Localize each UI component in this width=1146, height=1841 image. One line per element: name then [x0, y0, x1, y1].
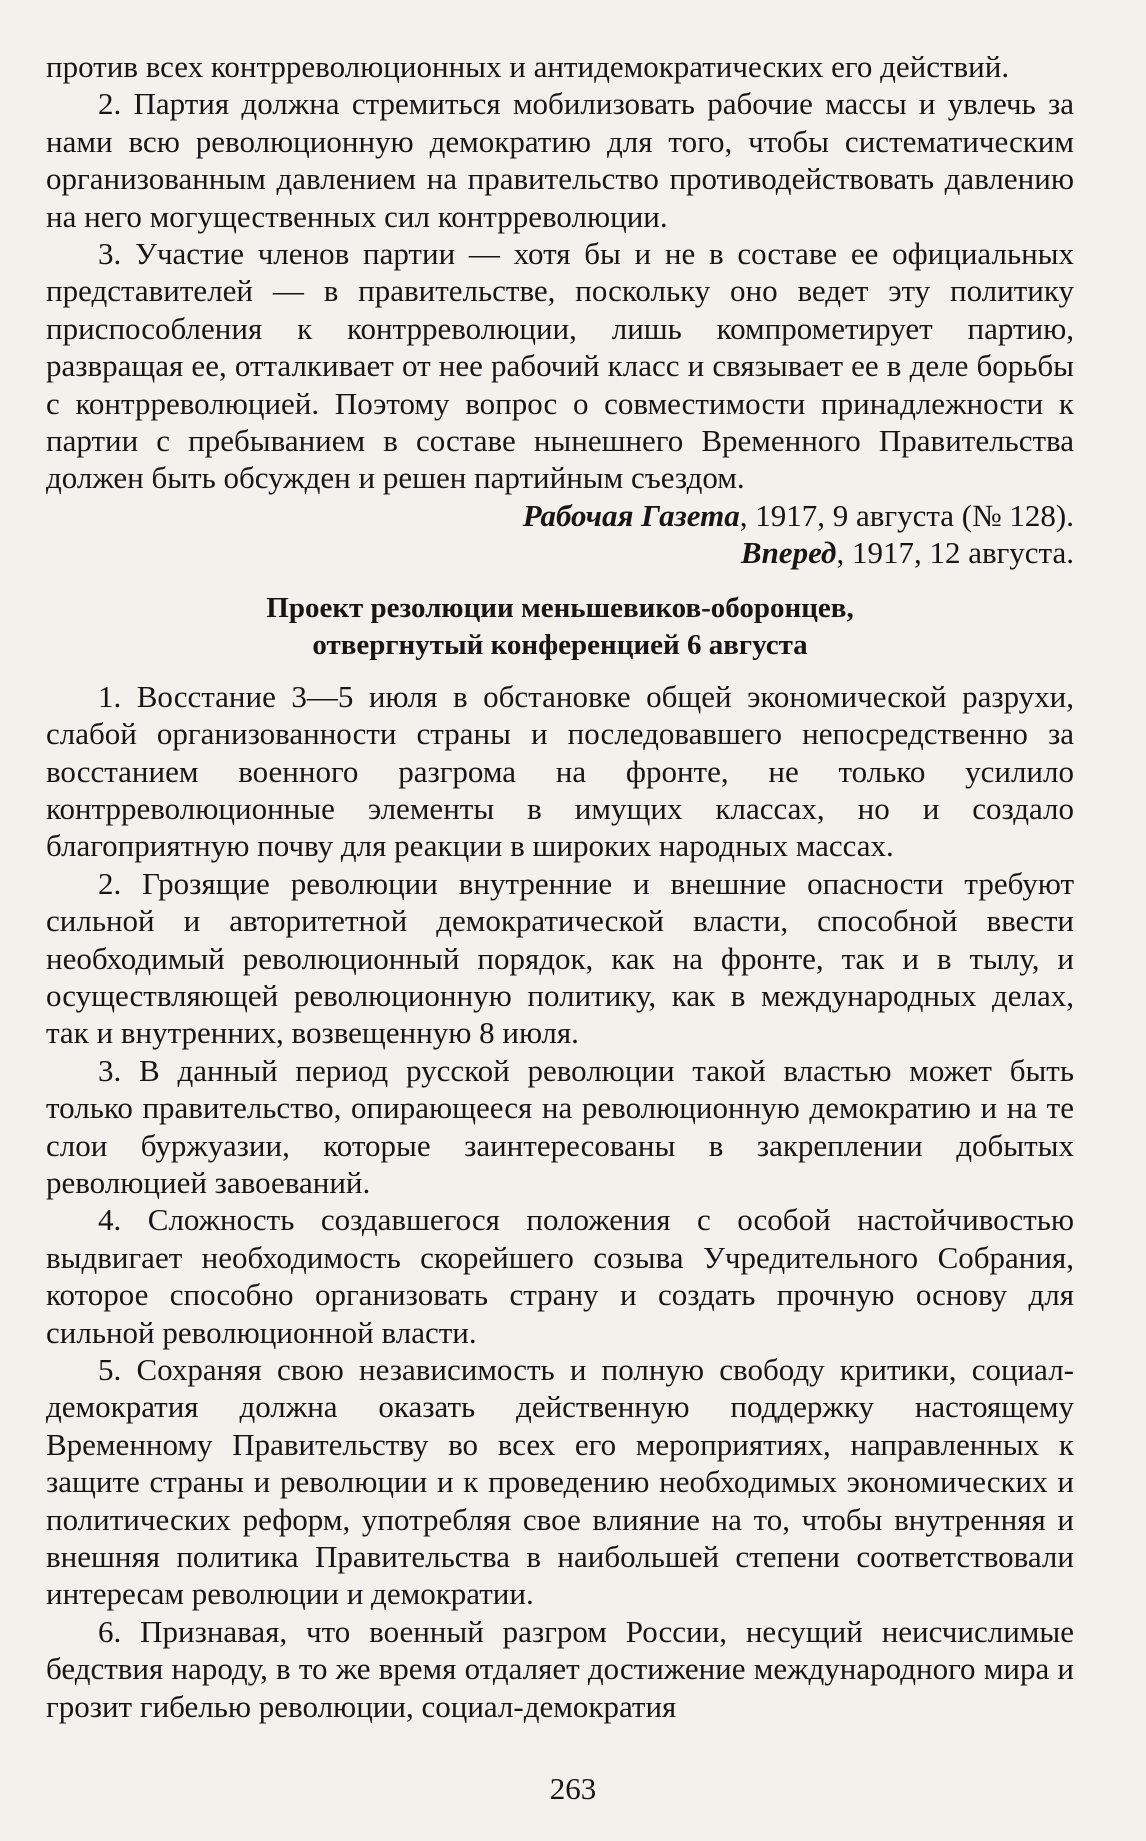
resolution-point-5: 5. Сохраняя свою независимость и полную свободу критики, социал-демократия должна оказать действенную поддержку настоящему Временному Правительству во всех его мероприятиях, направленных к защите страны и революции и к проведению необходимых экономических и политических реформ, употребляя свое влияние на то, чтобы внутренняя и внешняя политика Правительства в наибольшей степени соответствовали интересам революции и демократии.	[46, 1352, 1074, 1612]
page-number: 263	[549, 1771, 597, 1806]
section-heading-line-2: отвергнутый конференцией 6 августа	[312, 628, 808, 661]
section-heading-line-1: Проект резолюции меньшевиков-оборонцев,	[266, 591, 854, 624]
resolution-point-3: 3. В данный период русской революции такой властью может быть только правительство, опирающееся на революционную демократию и на те слои буржуазии, которые заинтересованы в закреплении добытых революцией завоеваний.	[46, 1052, 1074, 1200]
resolution-point-2: 2. Грозящие революции внутренние и внешние опасности требуют сильной и авторитетной демократической власти, способной ввести необходимый революционный порядок, как на фронте, так и в тылу, и осуществляющей революционную политику, как в международных делах, так и внутренних, возвещенную 8 июля.	[46, 865, 1074, 1051]
document-page	[46, 48, 1074, 1828]
citation-rabochaya-gazeta	[46, 497, 1074, 534]
paragraph-point-3: 3. Участие членов партии — хотя бы и не в составе ее официальных представителей — в правительстве, поскольку оно ведет эту политику приспособления к контрреволюции, лишь компрометирует партию, развращая ее, отталкивает от нее рабочий класс и связывает ее в деле борьбы с контрреволюцией. Поэтому вопрос о совместимости принадлежности к партии с пребыванием в составе нынешнего Временного Правительства должен быть обсужден и решен партийным съездом.	[46, 236, 1074, 496]
citation-vpered	[46, 534, 1074, 571]
section-heading	[46, 590, 1074, 664]
paragraph-continuation: против всех контрреволюционных и антидемократических его действий.	[46, 49, 1010, 84]
resolution-point-4: 4. Сложность создавшегося положения с особой настойчивостью выдвигает необходимость скорейшего созыва Учредительного Собрания, которое способно организовать страну и создать прочную основу для сильной революционной власти.	[46, 1202, 1074, 1350]
citation-source: Вперед	[740, 535, 837, 571]
resolution-point-6: 6. Признавая, что военный разгром России, несущий неисчислимые бедствия народу, в то же время отдаляет достижение международного мира и грозит гибелью революции, социал-демократия	[46, 1613, 1074, 1724]
citation-details: , 1917, 12 августа.	[836, 535, 1074, 571]
citation-source: Рабочая Газета	[522, 497, 740, 533]
citation-details: , 1917, 9 августа (№ 128).	[739, 497, 1074, 533]
paragraph-point-2: 2. Партия должна стремиться мобилизовать рабочие массы и увлечь за нами всю революционную демократию для того, чтобы систематическим организованным давлением на правительство противодействовать давлению на него могущественных сил контрреволюции.	[46, 86, 1074, 234]
resolution-point-1: 1. Восстание 3—5 июля в обстановке общей экономической разрухи, слабой организованности страны и последовавшего непосредственно за восстанием военного разгрома на фронте, не только усилило контрреволюционные элементы в имущих классах, но и создало благоприятную почву для реакции в широких народных массах.	[46, 678, 1074, 864]
